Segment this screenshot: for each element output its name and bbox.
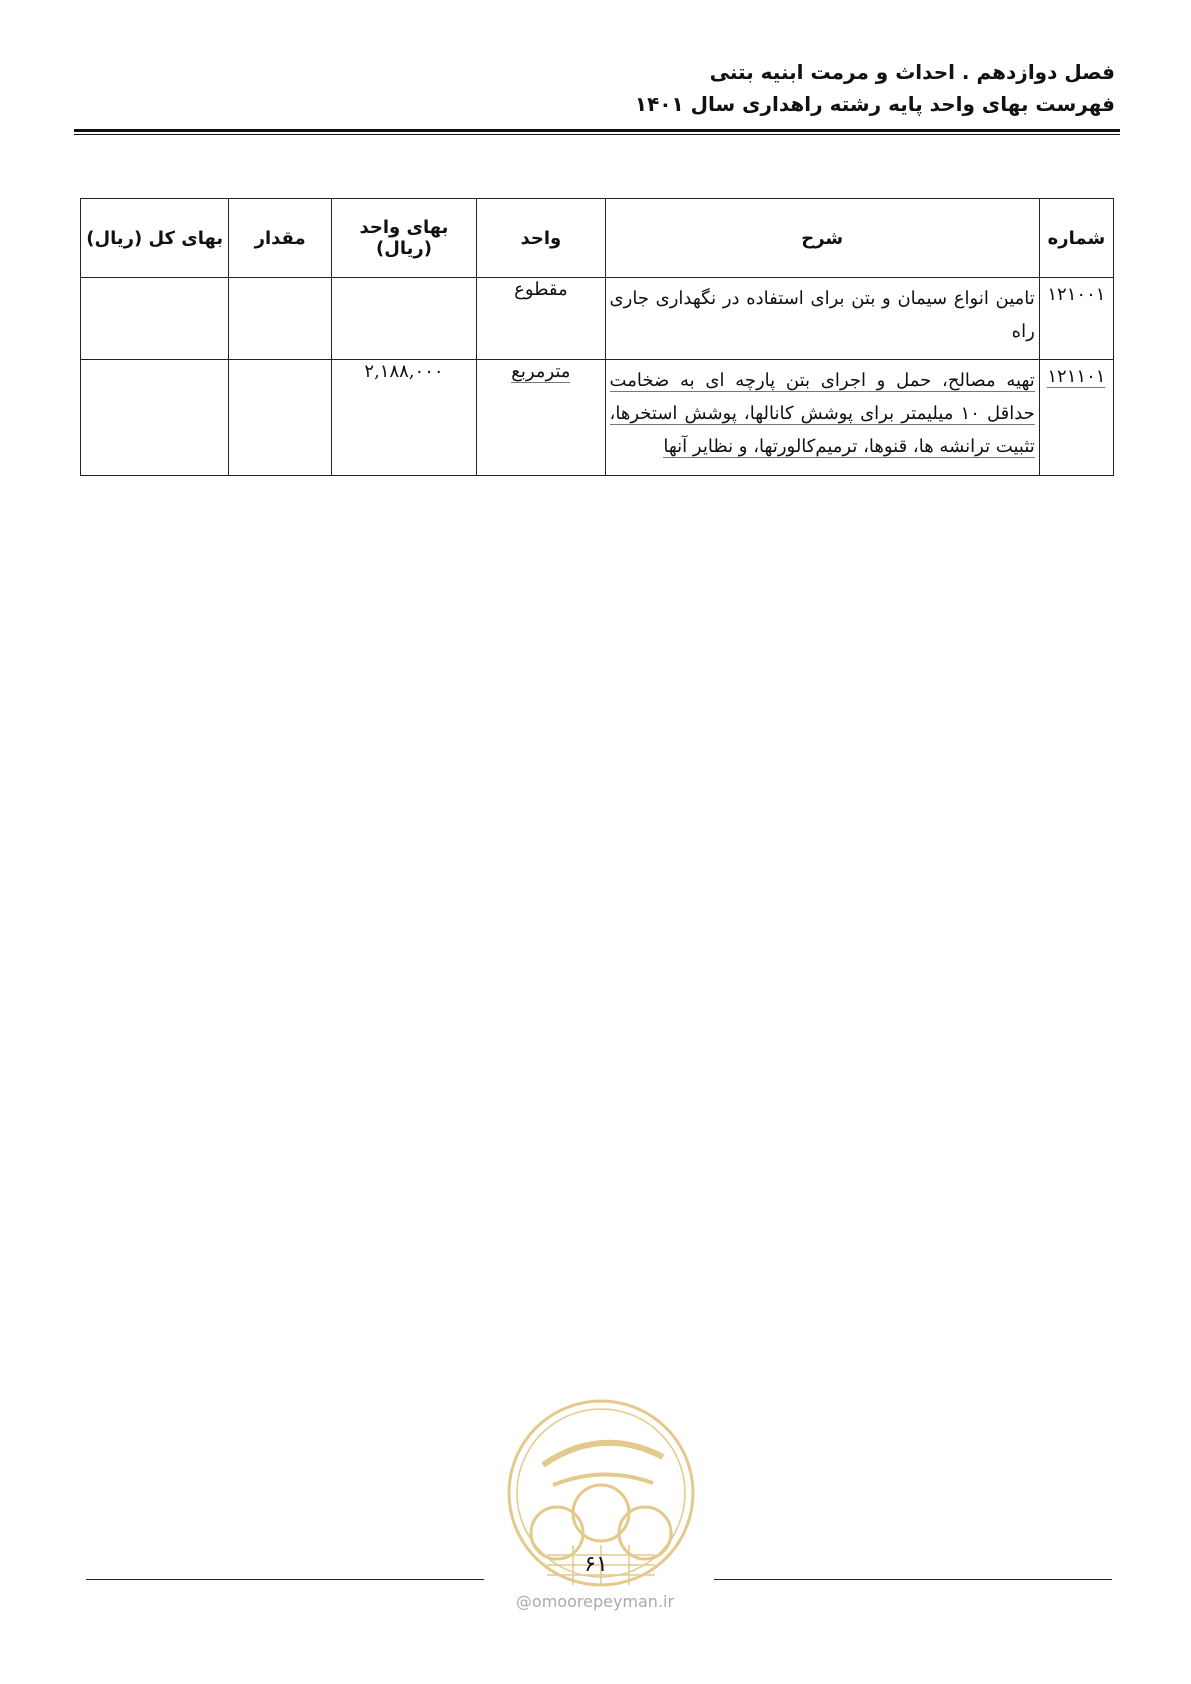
row-unit — [477, 360, 605, 476]
row-quantity — [229, 360, 331, 476]
row-unit-link[interactable]: مترمربع — [511, 361, 571, 382]
header-rule-thick — [74, 129, 1120, 132]
price-list-title: فهرست بهای واحد پایه رشته راهداری سال ۱۴۰۱ — [634, 92, 1115, 116]
table-row — [81, 360, 1114, 476]
row-quantity — [229, 278, 331, 360]
row-description-link[interactable]: تهیه مصالح، حمل و اجرای بتن پارچه ای به ضخامت حداقل ۱۰ میلیمتر برای پوشش کانالها، پوشش استخرها، تثبیت ترانشه ها، قنوها، ترمیم‌کالورتها، و نظایر آنها — [609, 370, 1035, 457]
page-header — [76, 56, 1115, 120]
row-unit-price — [331, 278, 476, 360]
footer-rule-left — [86, 1579, 484, 1580]
column-header-quantity: مقدار — [229, 199, 331, 278]
column-header-unit-price — [331, 199, 476, 278]
row-number — [1039, 360, 1113, 476]
website-text: omoorepeyman.ir — [531, 1592, 675, 1611]
at-icon: @ — [515, 1592, 532, 1611]
price-table — [80, 198, 1114, 476]
footer-rule-right — [714, 1579, 1112, 1580]
website-watermark — [495, 1592, 695, 1611]
header-rule-thin — [74, 134, 1120, 135]
unit-price-header-line1: بهای واحد — [359, 217, 449, 238]
row-number: ۱۲۱۰۰۱ — [1039, 278, 1113, 360]
column-header-unit: واحد — [477, 199, 605, 278]
row-total-price — [81, 360, 229, 476]
column-header-total-price: بهای کل (ریال) — [81, 199, 229, 278]
table-row — [81, 278, 1114, 360]
row-unit-price: ۲,۱۸۸,۰۰۰ — [331, 360, 476, 476]
table-header-row — [81, 199, 1114, 278]
column-header-description: شرح — [605, 199, 1039, 278]
unit-price-header-line2: (ریال) — [376, 238, 432, 259]
row-description: تامین انواع سیمان و بتن برای استفاده در نگهداری جاری راه — [605, 278, 1039, 360]
row-total-price — [81, 278, 229, 360]
row-unit: مقطوع — [477, 278, 605, 360]
chapter-title: فصل دوازدهم . احداث و مرمت ابنیه بتنی — [709, 60, 1115, 84]
page-number: ۶۱ — [584, 1552, 608, 1577]
row-description — [605, 360, 1039, 476]
column-header-number: شماره — [1039, 199, 1113, 278]
row-number-link[interactable]: ۱۲۱۱۰۱ — [1047, 366, 1106, 387]
